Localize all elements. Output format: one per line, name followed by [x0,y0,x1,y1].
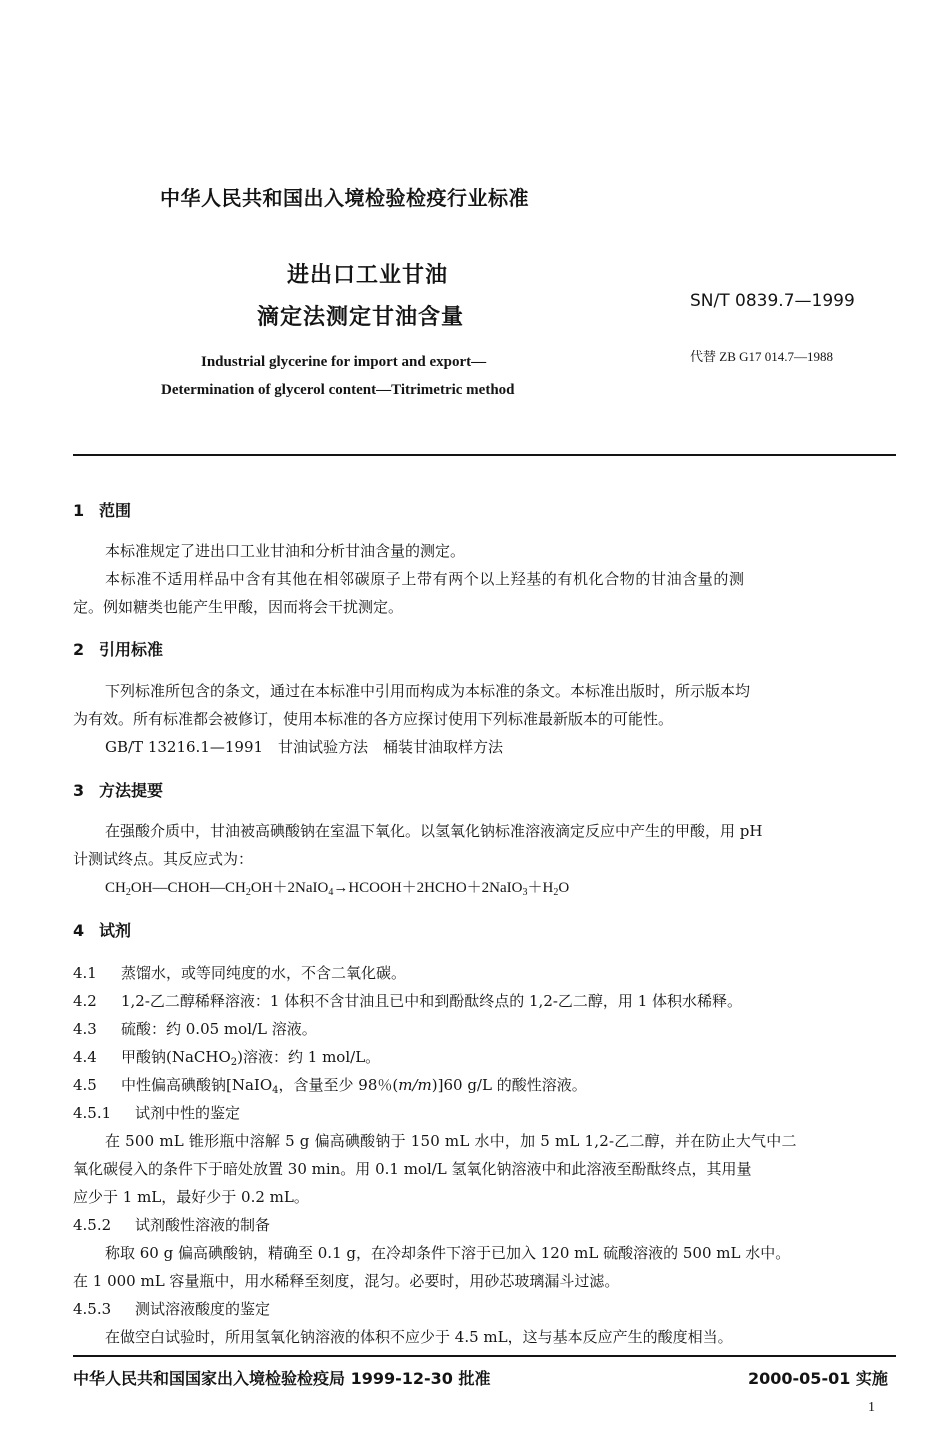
document-title-line1: 进出口工业甘油 [287,263,449,288]
standard-category: 中华人民共和国出入境检验检疫行业标准 [160,186,529,210]
clause-text: 1,2-乙二醇稀释溶液：1 体积不含甘油且已中和到酚酞终点的 1,2-乙二醇，用 1 体积水稀释。 [121,992,743,1010]
clause-4-5-1-line3: 应少于 1 mL，最好少于 0.2 mL。 [73,1188,309,1206]
clause-number: 4.5 [73,1076,97,1094]
page-number: 1 [868,1400,875,1415]
footer-divider [73,1355,896,1357]
section-4-heading [73,918,131,941]
section-title: 方法提要 [99,781,164,800]
reaction-equation: $CH_2OH—CHOH—CH_2OH+2NaIO_4\to HCOOH+2HCHO+2NaIO_3+H_2O$ [105,880,570,898]
section-1-heading [73,498,131,521]
clause-4-5-3-heading [73,1298,270,1319]
clause-number: 4.3 [73,1020,97,1038]
clause-number: 4.5.2 [73,1216,112,1234]
clause-text: 硫酸：约 0.05 mol/L 溶液。 [121,1020,317,1038]
section-title: 试剂 [99,921,132,940]
english-title-line2: Determination of glycerol content—Titrimetric method [161,382,515,398]
section-number: 3 [73,781,85,800]
replaces-standard: 代替 ZB G17 014.7—1988 [690,349,834,364]
clause-4-5-2-heading [73,1214,270,1235]
clause-4-5-3-line1: 在做空白试验时，所用氢氧化钠溶液的体积不应少于 4.5 mL，这与基本反应产生的酸度相当。 [105,1328,733,1346]
section-1-paragraph-2-line1: 本标准不适用样品中含有其他在相邻碳原子上带有两个以上羟基的有机化合物的甘油含量的测 [105,570,745,588]
section-1-paragraph-2-line2: 定。例如糖类也能产生甲酸，因而将会干扰测定。 [73,598,404,616]
header-divider [73,454,896,456]
section-title: 引用标准 [99,640,164,659]
section-3-paragraph-line2: 计测试终点。其反应式为： [73,850,254,868]
clause-4-4 [73,1046,380,1067]
clause-text: 甲酸钠(NaCHO$_2$)溶液：约 1 mol/L。 [121,1048,381,1068]
clause-4-5-1-line1: 在 500 mL 锥形瓶中溶解 5 g 偏高碘酸钠于 150 mL 水中，加 5 mL 1,2-乙二醇，并在防止大气中二 [105,1132,797,1150]
section-3-heading [73,778,163,801]
section-number: 1 [73,501,85,520]
section-number: 4 [73,921,85,940]
standard-number: SN/T 0839.7—1999 [690,291,855,311]
clause-number: 4.4 [73,1048,97,1066]
clause-title: 试剂中性的鉴定 [135,1104,241,1122]
english-title-line1: Industrial glycerine for import and export— [201,354,487,370]
section-title: 范围 [99,501,132,520]
section-2-heading [73,637,163,660]
clause-text: 蒸馏水，或等同纯度的水，不含二氧化碳。 [121,964,407,982]
clause-4-2 [73,990,742,1011]
clause-4-5-2-line1: 称取 60 g 偏高碘酸钠，精确至 0.1 g，在冷却条件下溶于已加入 120 mL 硫酸溶液的 500 mL 水中。 [105,1244,791,1262]
clause-number: 4.1 [73,964,97,982]
approval-statement: 中华人民共和国国家出入境检验检疫局 1999-12-30 批准 [73,1369,491,1388]
section-number: 2 [73,640,85,659]
section-1-paragraph-1: 本标准规定了进出口工业甘油和分析甘油含量的测定。 [105,542,466,560]
section-2-paragraph-line1: 下列标准所包含的条文，通过在本标准中引用而构成为本标准的条文。本标准出版时，所示版本均 [105,682,751,700]
implementation-date: 2000-05-01 实施 [748,1369,888,1388]
clause-number: 4.5.1 [73,1104,112,1122]
clause-4-1 [73,962,406,983]
clause-4-5-1-line2: 氧化碳侵入的条件下于暗处放置 30 min。用 0.1 mol/L 氢氧化钠溶液中和此溶液至酚酞终点，其用量 [73,1160,752,1178]
clause-4-5-1-heading [73,1102,240,1123]
document-title-line2: 滴定法测定甘油含量 [257,305,465,330]
clause-text: 中性偏高碘酸钠[NaIO$_4$，含量至少 98％(m/m)]60 g/L 的酸性溶液。 [121,1076,587,1096]
normative-reference: GB/T 13216.1—1991 甘油试验方法 桶装甘油取样方法 [105,738,504,756]
clause-number: 4.5.3 [73,1300,112,1318]
section-3-paragraph-line1: 在强酸介质中，甘油被高碘酸钠在室温下氧化。以氢氧化钠标准溶液滴定反应中产生的甲酸，用 pH [105,822,763,840]
clause-number: 4.2 [73,992,97,1010]
clause-4-5-2-line2: 在 1 000 mL 容量瓶中，用水稀释至刻度，混匀。必要时，用砂芯玻璃漏斗过滤。 [73,1272,620,1290]
section-2-paragraph-line2: 为有效。所有标准都会被修订，使用本标准的各方应探讨使用下列标准最新版本的可能性。 [73,710,674,728]
clause-title: 试剂酸性溶液的制备 [135,1216,271,1234]
clause-4-5 [73,1074,587,1095]
clause-title: 测试溶液酸度的鉴定 [135,1300,271,1318]
clause-4-3 [73,1018,317,1039]
